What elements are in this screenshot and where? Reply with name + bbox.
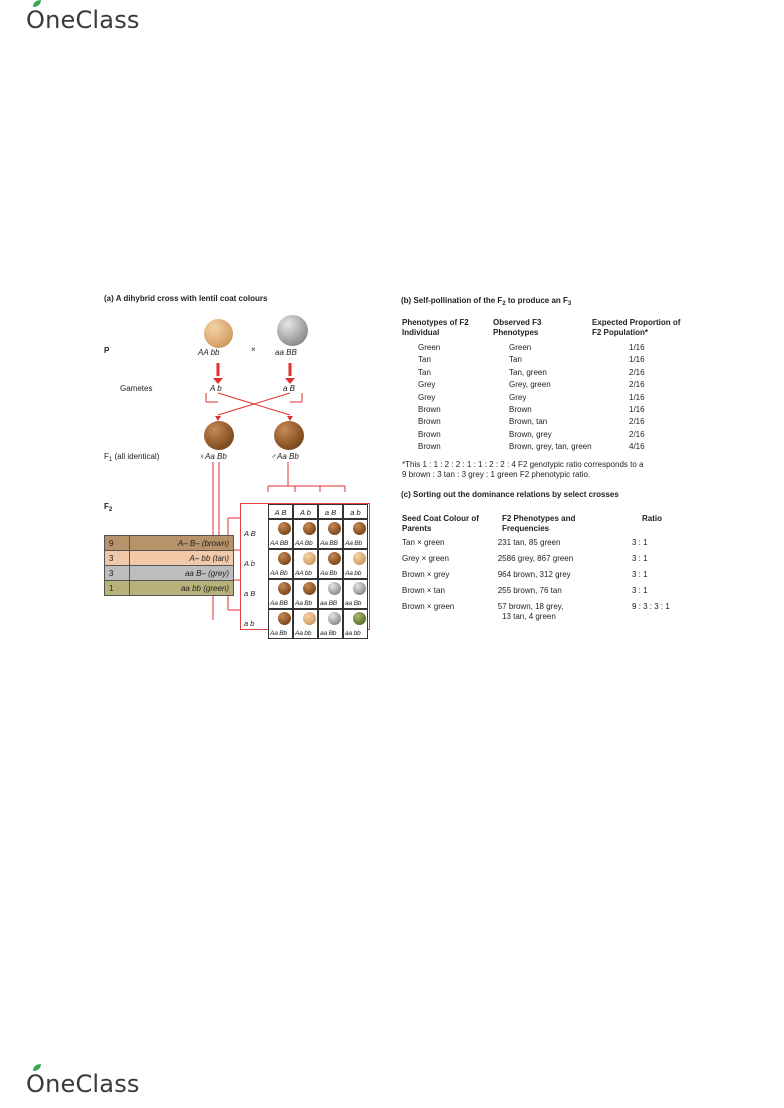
phenotype-key — [104, 535, 234, 596]
b-footnote-1: *This 1 : 1 : 2 : 2 : 1 : 1 : 2 : 2 : 4 F2 genotypic ratio corresponds to a — [402, 460, 644, 469]
parent-left-genotype: AA bb — [198, 348, 220, 357]
table-row — [418, 355, 689, 367]
leaf-icon — [32, 0, 42, 8]
leaf-icon — [32, 1063, 42, 1072]
punnett-cell — [293, 579, 318, 609]
brown-seed — [353, 522, 366, 535]
table-cell: 3 : 1 — [631, 570, 648, 579]
genotype-label: Aa BB — [270, 600, 288, 607]
grey-seed — [328, 582, 341, 595]
genotype-label: Aa Bb — [295, 600, 312, 607]
table-cell: 1/16 — [629, 392, 645, 402]
punnett-col-header: A b — [293, 504, 318, 519]
table-cell: Tan — [418, 355, 431, 365]
table-cell: Brown — [418, 442, 441, 452]
genotype-label: aa bb — [345, 630, 361, 637]
brown-seed — [278, 552, 291, 565]
grey-seed — [277, 315, 308, 346]
brown-seed — [278, 612, 291, 625]
table-row — [418, 405, 689, 417]
c-header-2: F2 Phenotypes and Frequencies — [502, 514, 576, 533]
table-cell: 3 : 1 — [631, 586, 648, 595]
table-cell: 3 : 1 — [631, 538, 648, 547]
p-label: P — [104, 346, 110, 355]
table-cell: Brown × tan — [402, 586, 445, 595]
grey-seed — [328, 612, 341, 625]
oneclass-logo-top[interactable] — [26, 6, 140, 34]
figure — [100, 290, 690, 637]
panel-a-title: (a) A dihybrid cross with lentil coat colours — [104, 294, 268, 303]
table-cell: 3 : 1 — [631, 554, 648, 563]
punnett-cell — [343, 519, 368, 549]
key-row-green: 1 aa bb (green) — [105, 581, 234, 596]
f2-label: $F_2$ — [104, 502, 113, 513]
punnett-col-header: a b — [343, 504, 368, 519]
punnett-cell — [268, 519, 293, 549]
punnett-cell — [343, 609, 368, 639]
genotype-label: AA bb — [295, 570, 312, 577]
b-footnote-2: 9 brown : 3 tan : 3 grey : 1 green F2 phenotypic ratio. — [402, 470, 591, 479]
punnett-cell — [343, 549, 368, 579]
table-row — [418, 368, 689, 380]
table-cell: 1/16 — [629, 404, 645, 414]
b-header-3: Expected Proportion of F2 Population* — [592, 318, 681, 337]
table-cell: Grey — [418, 392, 436, 402]
punnett-square — [240, 503, 370, 637]
tan-seed — [303, 552, 316, 565]
table-cell: 964 brown, 312 grey — [497, 570, 571, 579]
f1-male-genotype: ♂Aa Bb — [271, 452, 299, 461]
table-cell: 4/16 — [629, 442, 645, 452]
table-row — [402, 586, 690, 602]
punnett-row-header: A B — [244, 529, 256, 538]
table-cell: 9 : 3 : 3 : 1 — [631, 602, 670, 611]
brown-seed — [278, 582, 291, 595]
logo-text: OneClass — [26, 6, 140, 34]
parent-right-genotype: aa BB — [275, 348, 297, 357]
table-cell: Brown — [509, 404, 532, 414]
table-cell: Grey — [418, 380, 436, 390]
table-cell: 2/16 — [629, 417, 645, 427]
c-header-1: Seed Coat Colour of Parents — [402, 514, 479, 533]
key-row-grey: 3 aa B– (grey) — [105, 566, 234, 581]
punnett-cell — [318, 579, 343, 609]
table-cell: Green — [418, 343, 441, 352]
punnett-cell — [343, 579, 368, 609]
key-row-brown: 9 A– B– (brown) — [105, 536, 234, 551]
tan-seed — [353, 552, 366, 565]
genotype-label: Aa Bb — [345, 540, 362, 547]
gamete-right: a B — [283, 384, 296, 393]
table-cell: Brown — [418, 404, 441, 414]
c-last-row-extra: 13 tan, 4 green — [502, 612, 556, 621]
brown-seed — [204, 421, 234, 450]
genotype-label: aa Bb — [345, 600, 362, 607]
punnett-cell — [268, 609, 293, 639]
table-cell: Brown — [418, 417, 441, 427]
table-cell: 2/16 — [629, 367, 645, 377]
self-pollination-table — [418, 343, 689, 455]
table-cell: Brown, grey — [509, 429, 552, 439]
table-cell: Brown × green — [402, 602, 455, 611]
table-cell: Brown × grey — [402, 570, 450, 579]
panel-b-title: (b) Self-pollination of the $F_2$ to produce an $F_3$ — [401, 296, 572, 307]
brown-seed — [274, 421, 304, 450]
table-row — [418, 380, 689, 392]
table-cell: Grey, green — [509, 380, 551, 390]
logo-text: OneClass — [26, 1070, 140, 1098]
grey-seed — [353, 582, 366, 595]
table-cell: 231 tan, 85 green — [497, 538, 561, 547]
brown-seed — [328, 522, 341, 535]
table-cell: 255 brown, 76 tan — [497, 586, 562, 595]
table-cell: Brown, tan — [509, 417, 548, 427]
genotype-label: Aa BB — [320, 540, 338, 547]
brown-seed — [328, 552, 341, 565]
punnett-cell — [293, 549, 318, 579]
table-row — [418, 430, 689, 442]
punnett-cell — [268, 579, 293, 609]
cross-symbol: × — [251, 345, 256, 354]
table-cell: Tan × green — [402, 538, 445, 547]
punnett-row-header: a b — [244, 619, 255, 628]
punnett-cell — [318, 609, 343, 639]
table-cell: Grey × green — [402, 554, 449, 563]
table-row — [402, 554, 690, 570]
table-cell: Grey — [509, 392, 527, 402]
punnett-cell — [293, 609, 318, 639]
punnett-row-header: A b — [244, 559, 255, 568]
dominance-crosses-table — [402, 538, 690, 618]
table-row — [418, 417, 689, 429]
table-row — [402, 570, 690, 586]
table-cell: 2/16 — [629, 380, 645, 390]
c-header-3: Ratio — [642, 514, 662, 523]
key-row-tan: 3 A– bb (tan) — [105, 551, 234, 566]
table-cell: Brown — [418, 429, 441, 439]
table-cell: 2/16 — [629, 429, 645, 439]
table-cell: Brown, grey, tan, green — [509, 442, 592, 452]
brown-seed — [278, 522, 291, 535]
oneclass-logo-bottom[interactable] — [26, 1070, 140, 1098]
table-cell: Green — [509, 343, 532, 352]
f1-female-genotype: ♀Aa Bb — [199, 452, 227, 461]
genotype-label: AA BB — [270, 540, 289, 547]
genotype-label: aa Bb — [320, 630, 337, 637]
gametes-label: Gametes — [120, 384, 153, 393]
tan-seed — [204, 319, 233, 348]
punnett-cell — [318, 549, 343, 579]
punnett-row-header: a B — [244, 589, 256, 598]
punnett-col-header: A B — [268, 504, 293, 519]
table-row — [402, 538, 690, 554]
punnett-cell — [268, 549, 293, 579]
table-cell: 2586 grey, 867 green — [497, 554, 574, 563]
table-cell: 1/16 — [629, 343, 645, 352]
brown-seed — [303, 582, 316, 595]
genotype-label: Aa Bb — [320, 570, 337, 577]
panel-c-title: (c) Sorting out the dominance relations by select crosses — [401, 490, 619, 499]
punnett-cell — [318, 519, 343, 549]
table-cell: Tan, green — [509, 367, 547, 377]
genotype-label: AA Bb — [295, 540, 313, 547]
genotype-label: Aa bb — [345, 570, 362, 577]
brown-seed — [303, 522, 316, 535]
punnett-col-header: a B — [318, 504, 343, 519]
punnett-cell — [293, 519, 318, 549]
b-header-2: Observed F3 Phenotypes — [493, 318, 542, 337]
genotype-label: Aa Bb — [270, 630, 287, 637]
table-cell: Tan — [418, 367, 431, 377]
table-cell: 57 brown, 18 grey, — [497, 602, 564, 611]
genotype-label: Aa bb — [295, 630, 312, 637]
table-row — [418, 442, 689, 454]
green-seed — [353, 612, 366, 625]
table-row — [418, 393, 689, 405]
gamete-left: A b — [210, 384, 222, 393]
table-cell: 1/16 — [629, 355, 645, 365]
table-row — [418, 343, 689, 355]
genotype-label: aa BB — [320, 600, 337, 607]
tan-seed — [303, 612, 316, 625]
f1-label: $F_1$ (all identical) — [104, 452, 160, 463]
b-header-1: Phenotypes of F2 Individual — [402, 318, 469, 337]
table-cell: Tan — [509, 355, 522, 365]
genotype-label: AA Bb — [270, 570, 288, 577]
